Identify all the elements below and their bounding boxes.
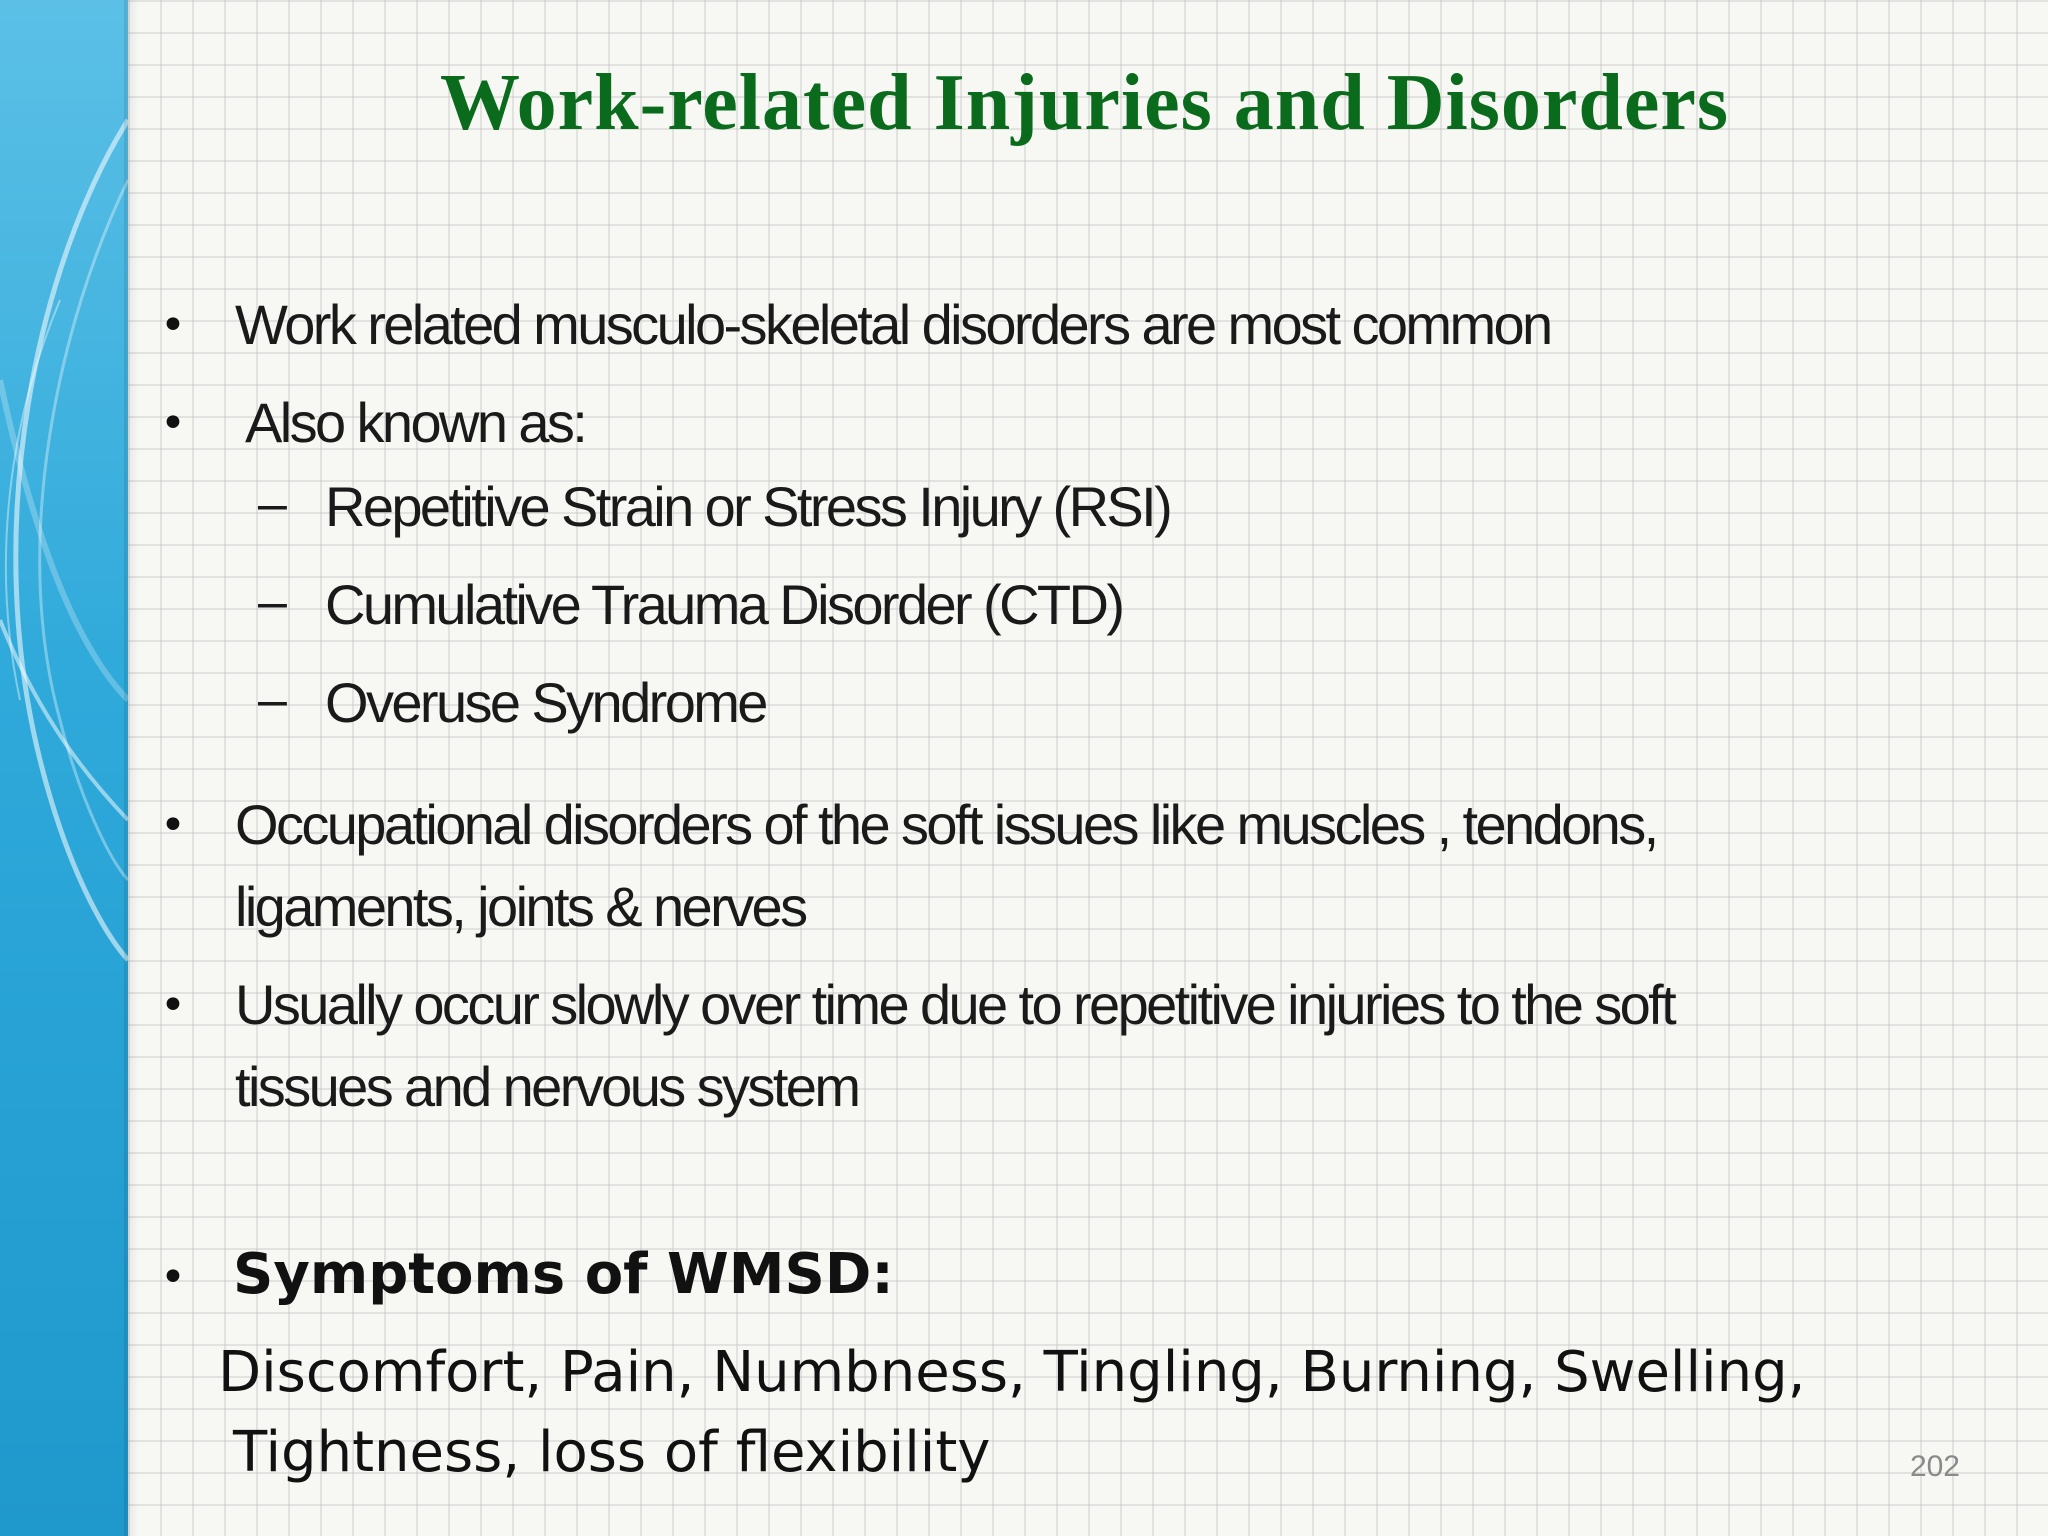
sub-item-dash: – <box>258 475 287 533</box>
sub-item-overuse: Overuse Syndrome <box>325 671 766 734</box>
symptoms-line-2: Tightness, loss of flexibility <box>233 1420 991 1485</box>
sub-item-rsi: Repetitive Strain or Stress Injury (RSI) <box>325 475 1171 538</box>
bullet-marker: • <box>160 398 186 449</box>
decorative-swirl <box>0 0 128 1536</box>
bullet-3-line-2: ligaments, joints & nerves <box>235 875 806 938</box>
decorative-side-band <box>0 0 128 1536</box>
bullet-marker: • <box>160 300 186 351</box>
bullet-marker: • <box>160 800 186 851</box>
sub-item-ctd: Cumulative Trauma Disorder (CTD) <box>325 573 1123 636</box>
bullet-1-text: Work related musculo-skeletal disorders are most common <box>235 293 1551 356</box>
page-number: 202 <box>1909 1450 1960 1483</box>
bullet-4-line-1: Usually occur slowly over time due to repetitive injuries to the soft <box>235 973 1675 1036</box>
bullet-3-line-1: Occupational disorders of the soft issues like muscles , tendons, <box>235 793 1657 856</box>
symptoms-line-1: Discomfort, Pain, Numbness, Tingling, Burning, Swelling, <box>218 1340 1806 1405</box>
sub-item-dash: – <box>258 671 287 729</box>
bullet-4-line-2: tissues and nervous system <box>235 1055 859 1118</box>
bullet-2-text: Also known as: <box>245 391 586 454</box>
sub-item-dash: – <box>258 573 287 631</box>
slide-title: Work-related Injuries and Disorders <box>440 59 1730 147</box>
bullet-marker: • <box>160 1252 186 1303</box>
bullet-marker: • <box>160 980 186 1031</box>
side-band-shadow <box>124 0 138 1536</box>
symptoms-heading: Symptoms of WMSD: <box>233 1242 894 1307</box>
